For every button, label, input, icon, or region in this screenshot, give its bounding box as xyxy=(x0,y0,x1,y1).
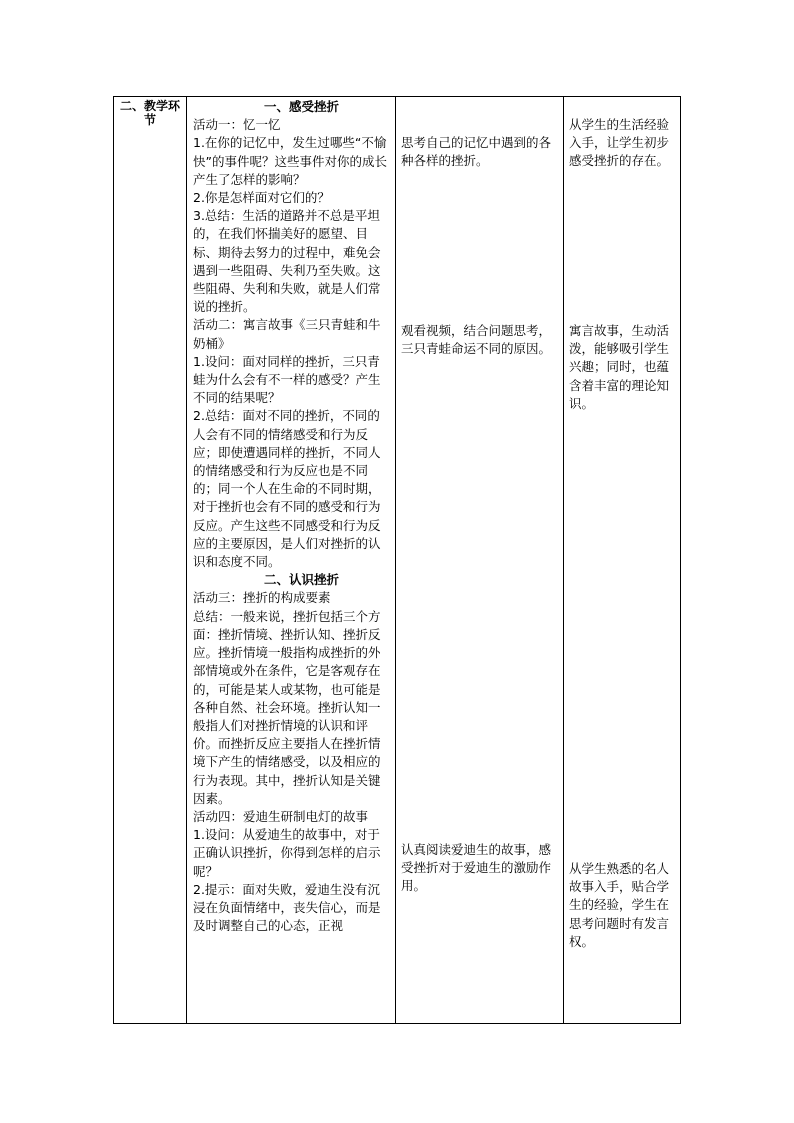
teacher-activity-content xyxy=(187,97,395,935)
student-activity-1: 思考自己的记忆中遇到的各种各样的挫折。 xyxy=(401,135,552,169)
design-intent-cell xyxy=(564,97,681,1024)
heading-know-frustration: 二、认识挫折 xyxy=(263,572,339,588)
student-activity-2: 观看视频，结合问题思考，三只青蛙命运不同的原因。 xyxy=(401,323,552,357)
activity1-question1: 1.在你的记忆中，发生过哪些“不愉快”的事件呢？这些事件对你的成长产生了怎样的影响？ xyxy=(193,135,387,187)
heading-feel-frustration: 一、感受挫折 xyxy=(263,99,339,114)
activity4-title: 活动四：爱迪生研制电灯的故事 xyxy=(193,808,369,824)
activity2-summary: 2.总结：面对不同的挫折，不同的人会有不同的情绪感受和行为反应；即使遭遇同样的挫折，不同人的情绪感受和行为反应也是不同的；同一个人在生命的不同时期，对于挫折也会有不同的感受和行为反应。产生这些不同感受和行为反应的主要原因，是人们对挫折的认识和态度不同。 xyxy=(193,408,381,570)
design-intent-1: 从学生的生活经验入手，让学生初步感受挫折的存在。 xyxy=(569,117,670,169)
activity4-question: 1.设问：从爱迪生的故事中，对于正确认识挫折，你得到怎样的启示呢？ xyxy=(193,827,381,879)
student-activity-3: 认真阅读爱迪生的故事，感受挫折对于爱迪生的激励作用。 xyxy=(401,842,552,894)
activity3-title: 活动三：挫折的构成要素 xyxy=(193,590,331,606)
activity4-hint: 2.提示：面对失败，爱迪生没有沉浸在负面情绪中，丧失信心，而是及时调整自己的心态，正视 xyxy=(193,881,381,934)
activity1-title: 活动一：忆一忆 xyxy=(193,117,281,133)
section-label: 二、教学环节 xyxy=(119,99,180,127)
student-activity-cell xyxy=(396,97,564,1024)
lesson-plan-table xyxy=(113,96,681,1024)
activity2-question: 1.设问：面对同样的挫折，三只青蛙为什么会有不一样的感受？产生不同的结果呢？ xyxy=(193,353,381,406)
teacher-activity-cell xyxy=(187,97,396,1024)
table-row xyxy=(114,97,681,1024)
design-intent-3: 从学生熟悉的名人故事入手，贴合学生的经验，学生在思考问题时有发言权。 xyxy=(569,861,670,949)
activity1-question2: 2.你是怎样面对它们的？ xyxy=(193,190,330,206)
section-label-cell xyxy=(114,97,187,1024)
design-intent-2: 寓言故事，生动活泼，能够吸引学生兴趣；同时，也蕴含着丰富的理论知识。 xyxy=(569,323,670,411)
activity1-summary: 3.总结：生活的道路并不总是平坦的，在我们怀揣美好的愿望、目标、期待去努力的过程中，难免会遇到一些阻碍、失利乃至失败。这些阻碍、失利和失败，就是人们常说的挫折。 xyxy=(193,208,381,315)
activity3-summary: 总结：一般来说，挫折包括三个方面：挫折情境、挫折认知、挫折反应。挫折情境一般指构成挫折的外部情境或外在条件，它是客观存在的，可能是某人或某物，也可能是各种自然、社会环境。挫折认知一般指人们对挫折情境的认识和评价。而挫折反应主要指人在挫折情境下产生的情绪感受，以及相应的行为表现。其中，挫折认知是关键因素。 xyxy=(193,608,381,806)
activity2-title: 活动二：寓言故事《三只青蛙和牛奶桶》 xyxy=(193,317,381,351)
